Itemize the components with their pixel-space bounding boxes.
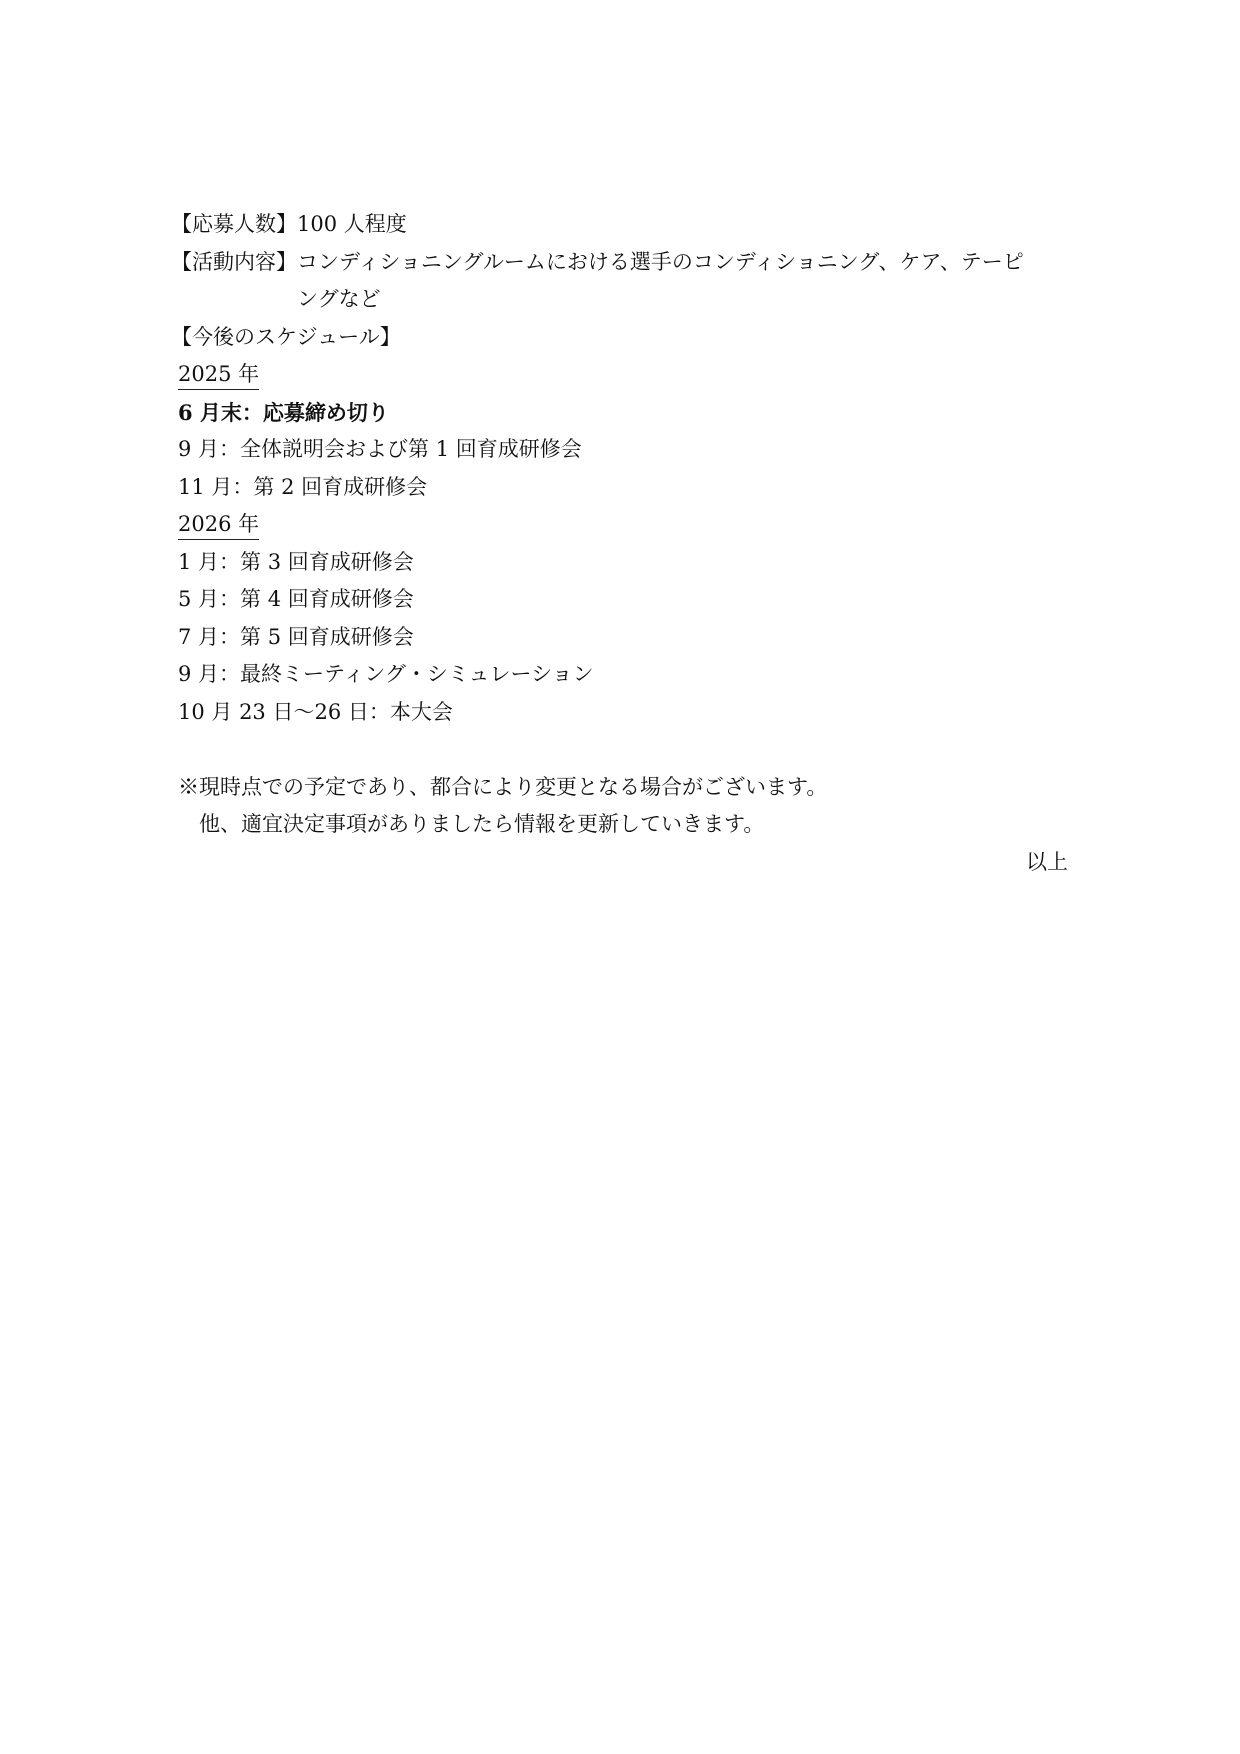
- applicants-label: 【応募人数】: [171, 212, 297, 236]
- activity-value: コンディショニングルームにおける選手のコンディショニング、ケア、テーピングなど: [297, 249, 1024, 311]
- applicants-value: 100 人程度: [297, 212, 407, 236]
- schedule-heading-text: 【今後のスケジュール】: [171, 324, 401, 349]
- document-body: [171, 206, 1068, 881]
- spacer: [178, 731, 1068, 769]
- applicants-row: [171, 206, 1068, 244]
- year-2026-row: [178, 506, 1068, 544]
- schedule-heading: [171, 319, 1068, 357]
- schedule-2026-item: 10 月 23 日～26 日：本大会: [178, 699, 453, 724]
- note-line-1: ※現時点での予定であり、都合により変更となる場合がございます。: [178, 774, 828, 799]
- schedule-2026-item: 5 月：第 4 回育成研修会: [178, 587, 414, 611]
- activity-row: [171, 244, 1068, 319]
- year-2025: 2025 年: [178, 359, 259, 390]
- year-2026: 2026 年: [178, 509, 259, 540]
- schedule-2026-item: 1 月：第 3 回育成研修会: [178, 549, 414, 574]
- year-2025-row: [178, 356, 1068, 394]
- closing-text: 以上: [1026, 849, 1068, 874]
- schedule-2025-item: 11 月：第 2 回育成研修会: [178, 474, 428, 499]
- note-line-2: 他、適宜決定事項がありましたら情報を更新していきます。: [199, 812, 765, 836]
- schedule-2026-item: 7 月：第 5 回育成研修会: [178, 624, 414, 649]
- schedule-2026-item: 9 月：最終ミーティング・シミュレーション: [178, 662, 594, 686]
- schedule-2025-item: 9 月：全体説明会および第 1 回育成研修会: [178, 437, 582, 461]
- schedule-2025-item: 6 月末：応募締め切り: [178, 399, 389, 425]
- activity-label: 【活動内容】: [171, 249, 297, 274]
